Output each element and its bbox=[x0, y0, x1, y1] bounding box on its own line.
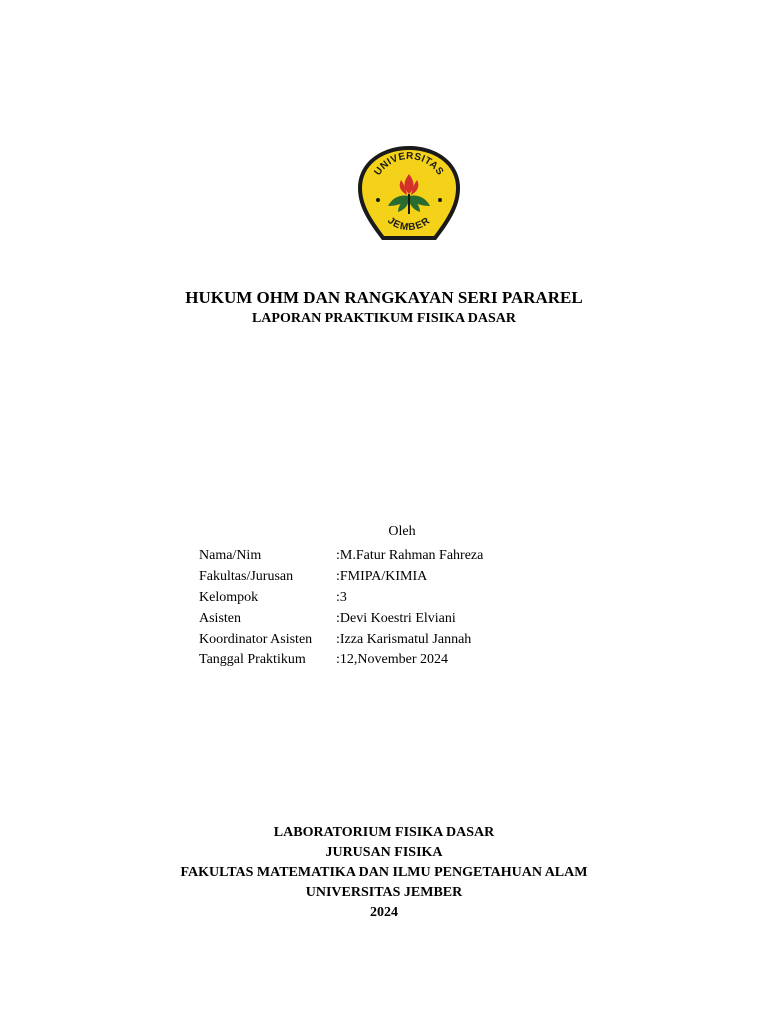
info-row-kelompok bbox=[199, 588, 483, 609]
university-logo bbox=[356, 144, 462, 244]
logo-text-bottom: JEMBER bbox=[385, 215, 433, 234]
info-row-nama bbox=[199, 546, 483, 567]
oleh-label: Oleh bbox=[388, 524, 416, 539]
info-value: :M.Fatur Rahman Fahreza bbox=[336, 548, 484, 564]
info-value: :Izza Karismatul Jannah bbox=[336, 631, 472, 647]
institution-footer bbox=[0, 823, 768, 923]
info-label: Fakultas/Jurusan bbox=[199, 569, 294, 585]
author-info-table bbox=[199, 546, 483, 671]
report-title: HUKUM OHM DAN RANGKAYAN SERI PARAREL bbox=[185, 288, 583, 307]
info-row-asisten bbox=[199, 608, 483, 629]
footer-jurusan: JURUSAN FISIKA bbox=[325, 845, 443, 860]
footer-lab: LABORATORIUM FISIKA DASAR bbox=[273, 825, 495, 840]
footer-fakultas: FAKULTAS MATEMATIKA DAN ILMU PENGETAHUAN ALAM bbox=[180, 865, 588, 880]
info-value: :3 bbox=[336, 589, 347, 605]
info-row-koordinator bbox=[199, 629, 483, 650]
info-label: Asisten bbox=[199, 610, 241, 626]
info-row-fakultas bbox=[199, 567, 483, 588]
info-label: Nama/Nim bbox=[199, 548, 262, 564]
info-label: Koordinator Asisten bbox=[199, 631, 313, 647]
report-subtitle: LAPORAN PRAKTIKUM FISIKA DASAR bbox=[251, 311, 517, 326]
footer-universitas: UNIVERSITAS JEMBER bbox=[305, 885, 463, 900]
logo-text-top: UNIVERSITAS bbox=[372, 150, 446, 178]
info-label: Tanggal Praktikum bbox=[199, 652, 306, 668]
info-row-tanggal bbox=[199, 650, 483, 671]
footer-tahun: 2024 bbox=[370, 905, 398, 920]
info-label: Kelompok bbox=[199, 589, 259, 605]
info-value: :Devi Koestri Elviani bbox=[336, 610, 456, 626]
info-value: :12,November 2024 bbox=[336, 652, 448, 668]
info-value: :FMIPA/KIMIA bbox=[336, 569, 428, 585]
